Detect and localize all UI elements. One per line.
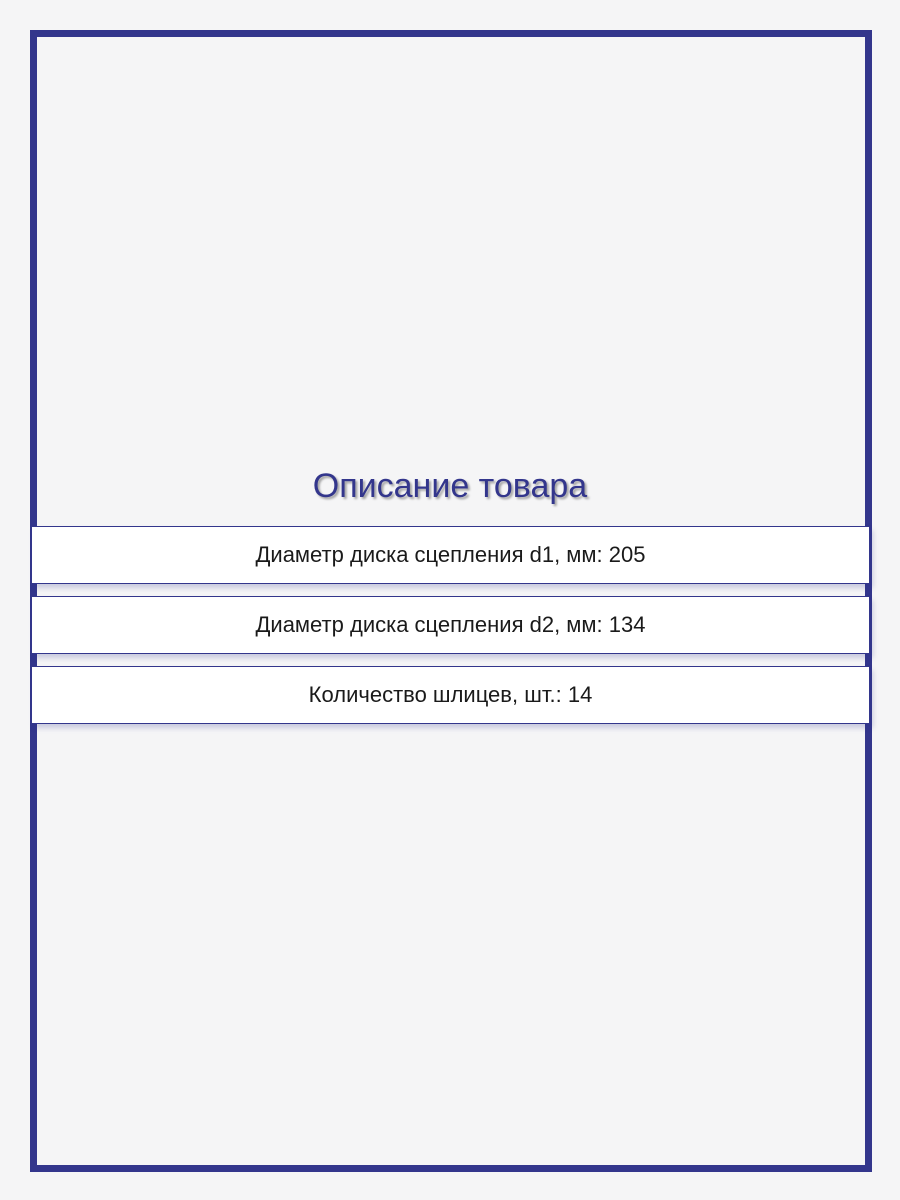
spec-row-d1 xyxy=(31,526,870,584)
spec-row-label: Количество шлицев, шт.: 14 xyxy=(308,682,593,707)
spec-row-label: Диаметр диска сцепления d2, мм: 134 xyxy=(255,612,646,637)
spec-row-d2 xyxy=(31,596,870,654)
section-title: Описание товара xyxy=(312,467,588,505)
spec-row-splines xyxy=(31,666,870,724)
spec-row-label: Диаметр диска сцепления d1, мм: 205 xyxy=(255,542,646,567)
